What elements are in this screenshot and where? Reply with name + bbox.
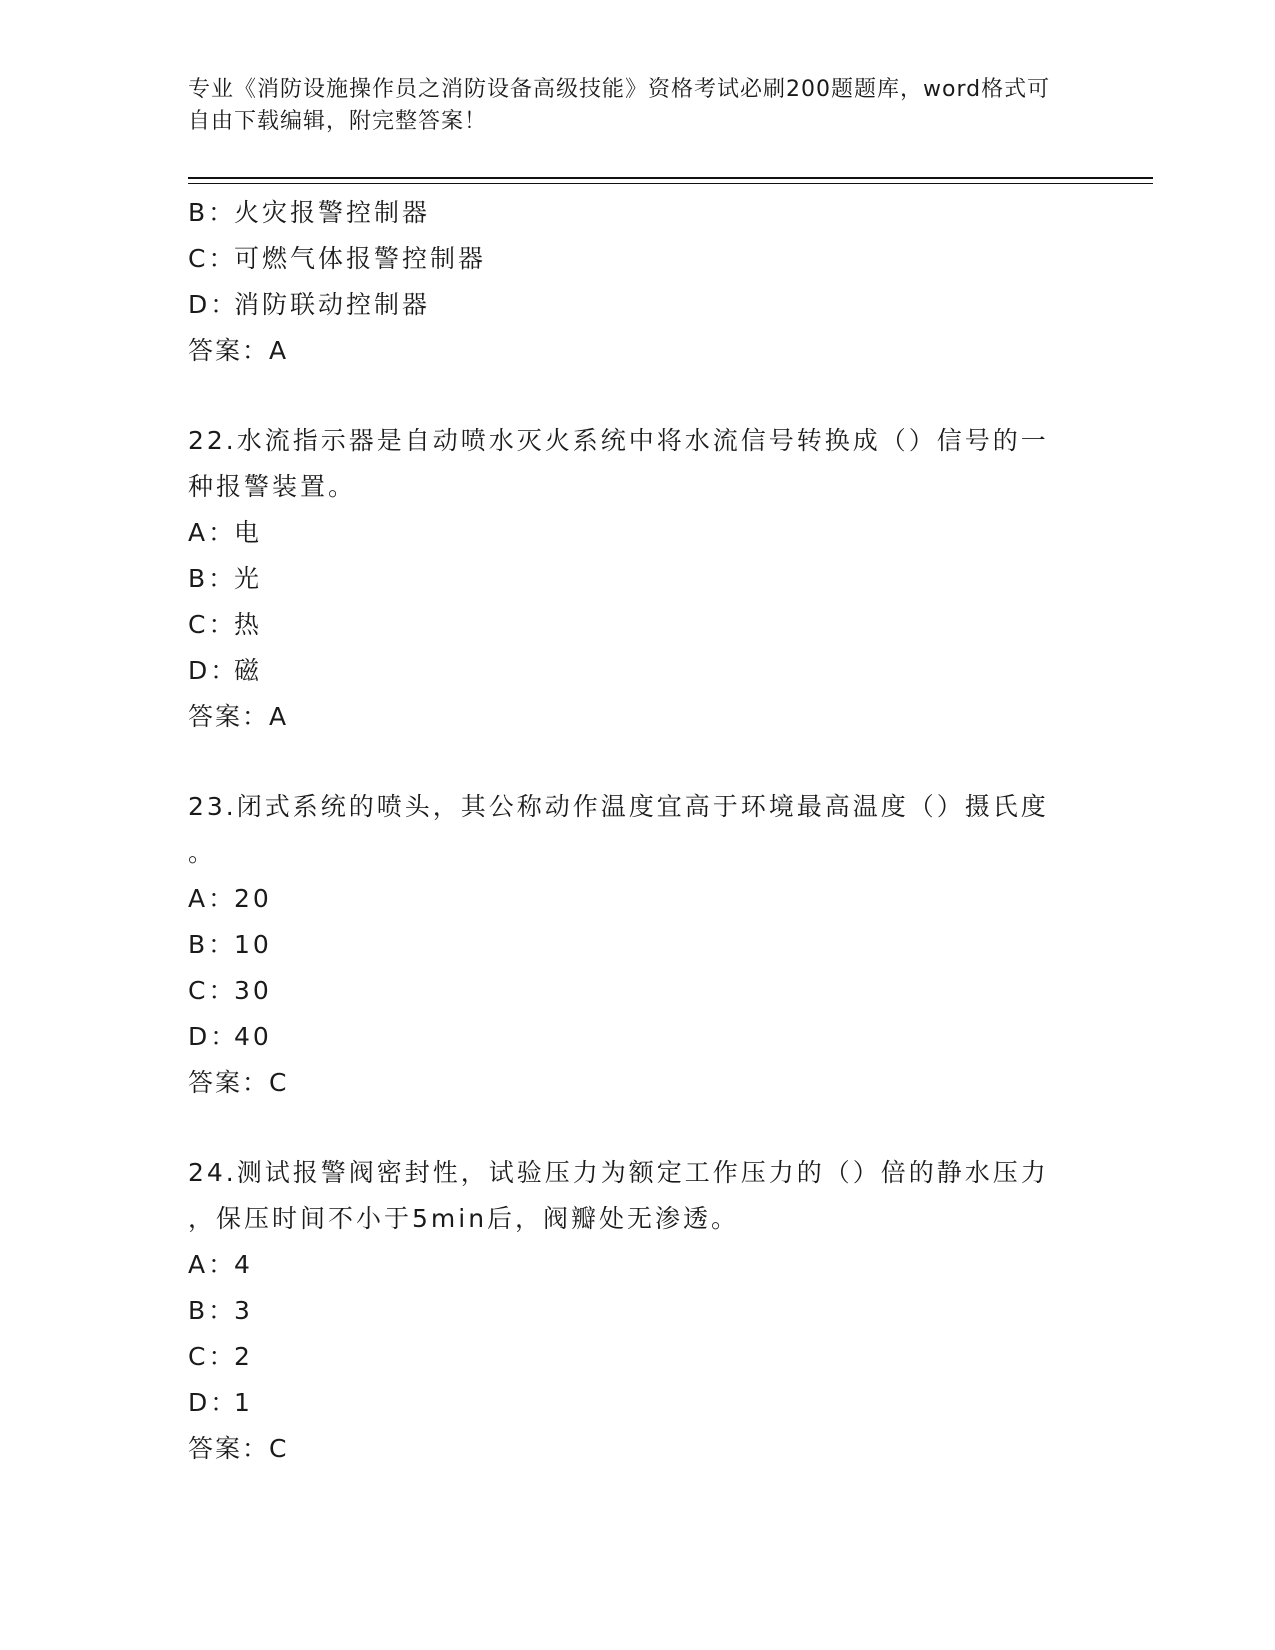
option-b: B：火灾报警控制器 [188, 198, 431, 227]
question-stem-cont: 种报警装置。 [188, 472, 357, 501]
option-d: D：消防联动控制器 [188, 290, 431, 319]
option-a: A：电 [188, 518, 263, 547]
question-stem: 23.闭式系统的喷头，其公称动作温度宜高于环境最高温度（）摄氏度 [188, 792, 1049, 821]
answer-line: 答案：A [188, 702, 289, 731]
question-stem: 22.水流指示器是自动喷水灭火系统中将水流信号转换成（）信号的一 [188, 426, 1049, 455]
question-stem-cont: ，保压时间不小于5min后，阀瓣处无渗透。 [188, 1204, 740, 1233]
option-a: A：20 [188, 884, 272, 913]
option-c: C：2 [188, 1342, 253, 1371]
question-stem: 24.测试报警阀密封性，试验压力为额定工作压力的（）倍的静水压力 [188, 1158, 1049, 1187]
option-b: B：3 [188, 1296, 253, 1325]
option-c: C：热 [188, 610, 263, 639]
option-d: D：1 [188, 1388, 253, 1417]
question-22 [188, 418, 1088, 740]
answer-line: 答案：C [188, 1434, 289, 1463]
answer-line: 答案：C [188, 1068, 289, 1097]
option-d: D：40 [188, 1022, 272, 1051]
option-c: C：30 [188, 976, 272, 1005]
header-rule-thick [188, 177, 1153, 179]
option-b: B：光 [188, 564, 263, 593]
question-stem-cont: 。 [188, 838, 217, 867]
document-header: 专业《消防设施操作员之消防设备高级技能》资格考试必刷200题题库，word格式可自由下载编辑，附完整答案！ [188, 77, 1051, 134]
question-23 [188, 784, 1088, 1106]
option-d: D：磁 [188, 656, 263, 685]
option-a: A：4 [188, 1250, 253, 1279]
question-24 [188, 1150, 1088, 1472]
option-c: C：可燃气体报警控制器 [188, 244, 487, 273]
partial-question [188, 190, 1088, 374]
answer-line: 答案：A [188, 336, 289, 365]
question-content [188, 190, 1088, 1472]
header-rule-thin [188, 183, 1153, 184]
option-b: B：10 [188, 930, 272, 959]
